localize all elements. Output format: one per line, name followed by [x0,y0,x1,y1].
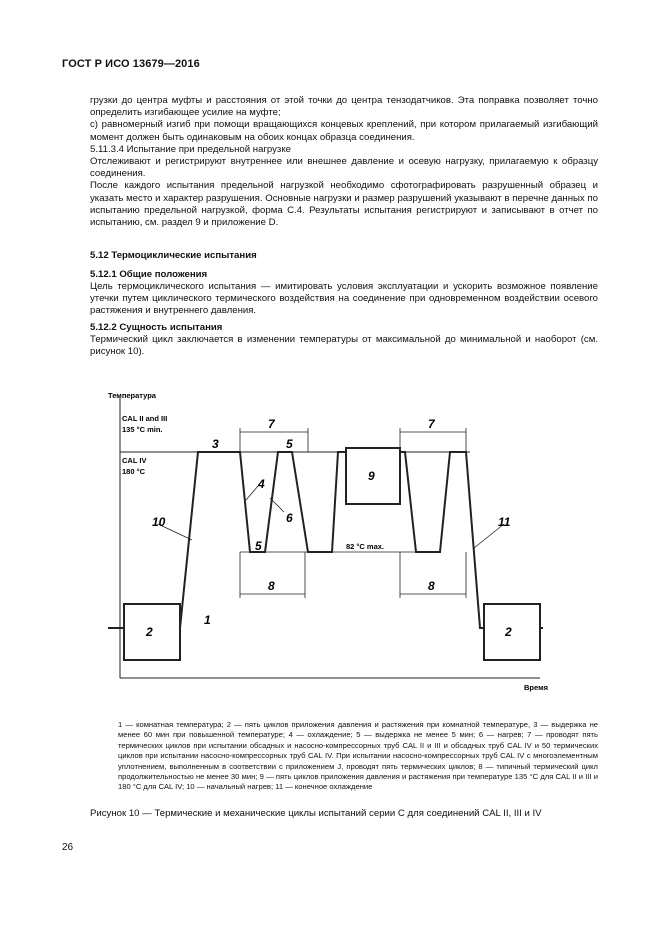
paragraph-essence-text: Термический цикл заключается в изменении температуры от максимальной до минимальной и наоборот (см. рисунок 10). [90,334,598,358]
label-6: 6 [286,511,293,525]
section-heading-5-12-1: 5.12.1 Общие положения [90,269,208,280]
low-level-label: 82 °C max. [346,542,385,551]
section-heading-5-12: 5.12 Термоциклические испытания [90,250,257,261]
level-label-cal23-line1: CAL II and III [122,414,168,423]
paragraph-monitoring: Отслеживают и регистрируют внутреннее или внешнее давление и осевую нагрузку, прилагаемую к образцу соединения. [90,156,598,180]
paragraph-after-test: После каждого испытания предельной нагрузкой необходимо сфотографировать разрушенный образец и указать место и характер разрушения. Основные нагрузки и размер разрушений указывают в перечне данных по испытанию предельной нагрузкой, форма С.4. Результаты испытания регистрируют и записывают в отчет по испытанию, см. раздел 9 и приложение D. [90,180,598,229]
label-11: 11 [498,515,511,529]
paragraph-purpose-text: Цель термоциклического испытания — имитировать условия эксплуатации и ускорить возможное появление утечки путем циклического термического воздействия на соединение при одновременном воздействии осевого растяжения и внутреннего давления. [90,281,598,317]
document-header: ГОСТ Р ИСО 13679—2016 [62,58,200,70]
thermal-cycle-diagram [100,388,560,703]
paragraph-continuation: грузки до центра муфты и расстояния от этой точки до центра тензодатчиков. Эта поправка позволяет точно определить изгибающее усилие на муфте; [90,95,598,119]
temperature-profile [108,452,543,628]
label-2-right: 2 [505,625,512,639]
label-5-top: 5 [286,437,293,451]
paragraph-essence [90,334,598,358]
label-5-bottom: 5 [255,539,262,553]
label-8-right: 8 [428,579,435,593]
y-axis-label: Температура [108,391,156,400]
x-axis-label: Время [524,683,548,692]
label-2-left: 2 [146,625,153,639]
figure-caption: Рисунок 10 — Термические и механические циклы испытаний серии С для соединений CAL II, III и IV [90,808,542,819]
label-7-left: 7 [268,417,275,431]
section-heading-5-12-2: 5.12.2 Сущность испытания [90,322,223,333]
page-number: 26 [62,842,74,853]
label-10: 10 [152,515,166,529]
label-9: 9 [368,469,375,483]
label-8-left: 8 [268,579,275,593]
subsection-5-11-3-4: 5.11.3.4 Испытание при предельной нагрузке [90,143,291,155]
level-label-cal23-line2: 135 °C min. [122,425,163,434]
paragraph-purpose [90,281,598,318]
paragraph-item-c: с) равномерный изгиб при помощи вращающихся концевых креплений, при котором прилагаемый изгибающий момент должен быть одинаковым на обоих концах образца соединения. [90,119,598,143]
text-block-1 [90,95,598,229]
label-1: 1 [204,613,211,627]
figure-thermal-cycles [100,388,560,703]
figure-legend: 1 — комнатная температура; 2 — пять циклов приложения давления и растяжения при комнатной температуре, 3 — выдержка не менее 60 мин при повышенной температуре; 4 — охлаждение; 5 — выдержка не менее 5 мин; 6 — нагрев; 7 — проводят пять термических циклов при испытании обсадных и насосно-компрессорных труб CAL II и III и обсадных труб CAL IV и 50 термических циклов при испытании насосно-компрессорных труб CAL IV. При испытании насосно-компрессорных труб CAL IV с многоэлементным уплотнением, выполненным в соответствии с приложением J, проводят пять термических циклов; 8 — типичный термический цикл продолжительностью не менее 30 мин; 9 — пять циклов приложения давления и растяжения при температуре 135 °С для CAL II и III и 180 °С для CAL IV; 10 — начальный нагрев; 11 — конечное охлаждение [118,720,598,792]
label-4: 4 [258,477,265,491]
label-3: 3 [212,437,219,451]
level-label-cal4-line2: 180 °C [122,467,146,476]
level-label-cal4-line1: CAL IV [122,456,147,465]
box-2-right [484,604,540,660]
label-7-right: 7 [428,417,435,431]
